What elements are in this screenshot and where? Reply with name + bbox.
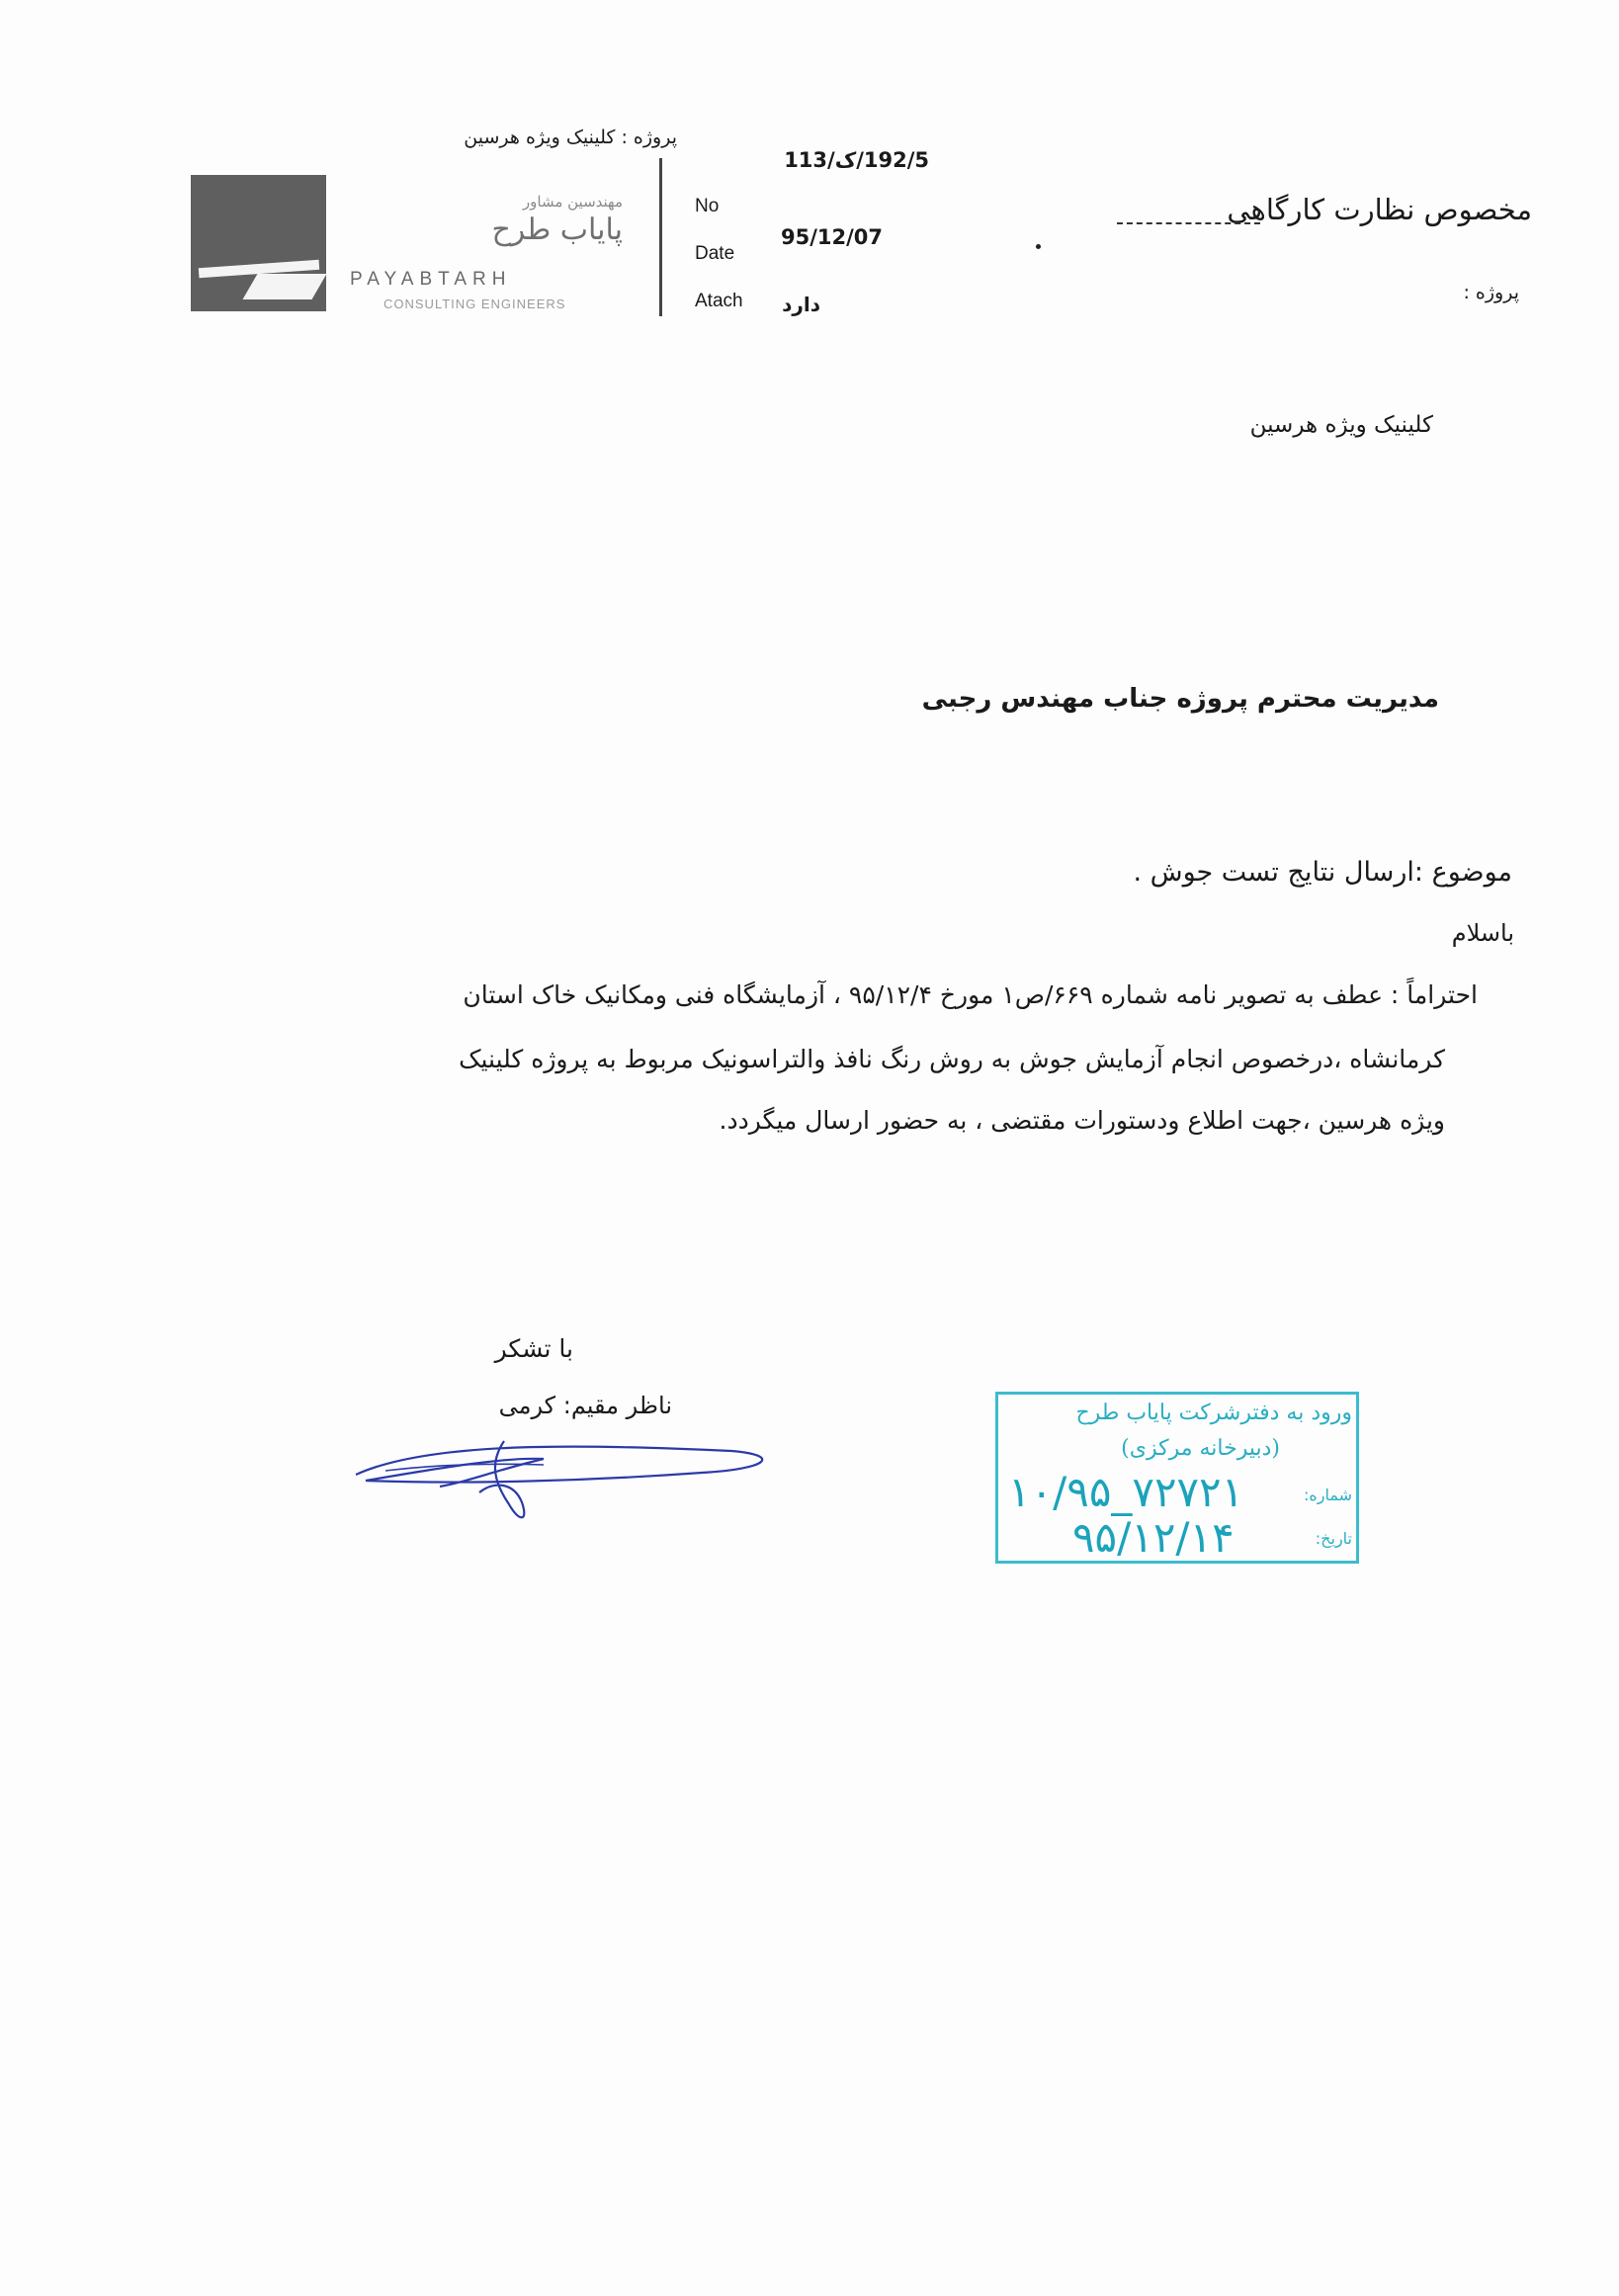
- body-line-3: ویژه هرسین ،جهت اطلاع ودستورات مقتضی ، به حضور ارسال میگردد.: [719, 1106, 1445, 1135]
- subject-line: موضوع :ارسال نتایج تست جوش .: [1133, 857, 1512, 888]
- header-project-line: پروژه : کلینیک ویژه هرسین: [464, 127, 677, 148]
- stamp-number-value: ۱۰/۹۵_۷۲۷۲۱: [1008, 1468, 1244, 1516]
- project-label: پروژه :: [1463, 282, 1519, 303]
- supervision-title: مخصوص نظارت کارگاهی: [1227, 193, 1532, 226]
- company-name-fa: پایاب طرح: [491, 213, 623, 247]
- recipient-line: مدیریت محترم پروژه جناب مهندس رجبی: [921, 684, 1439, 714]
- body-line-1: احتراماً : عطف به تصویر نامه شماره ۶۶۹/ص۱ مورخ ۹۵/۱۲/۴ ، آزمایشگاه فنی ومکانیک خاک استان: [463, 980, 1478, 1009]
- clinic-name: کلینیک ویژه هرسین: [1249, 412, 1433, 438]
- company-name-en: PAYABTARH: [350, 269, 512, 290]
- logo-stripe-lower: [242, 274, 326, 299]
- header-divider: [659, 158, 662, 316]
- receipt-stamp: [995, 1392, 1359, 1564]
- attachment-value: دارد: [782, 293, 820, 316]
- stamp-date-value: ۹۵/۱۲/۱۴: [1072, 1513, 1235, 1562]
- stamp-date-label: تاریخ:: [1315, 1529, 1352, 1548]
- body-line-2: کرمانشاه ،درخصوص انجام آزمایش جوش به روش رنگ نافذ والتراسونیک مربوط به پروژه کلینیک: [459, 1045, 1445, 1073]
- company-subtitle-en: CONSULTING ENGINEERS: [383, 297, 566, 311]
- attach-label: Atach: [695, 291, 743, 311]
- letter-date: 95/12/07: [781, 225, 884, 249]
- stamp-number-label: شماره:: [1303, 1486, 1352, 1504]
- separator-dot: [1036, 244, 1041, 249]
- date-label: Date: [695, 243, 735, 264]
- stamp-subtitle: (دبیرخانه مرکزی): [1121, 1436, 1280, 1461]
- company-logo: [191, 175, 326, 311]
- no-label: No: [695, 196, 720, 216]
- handwritten-signature: [346, 1423, 791, 1532]
- greeting: باسلام: [1451, 919, 1514, 947]
- supervision-underline: [1117, 222, 1260, 224]
- company-consulting-fa: مهندسین مشاور: [522, 193, 623, 211]
- letter-number: 192/5/ک/113: [784, 148, 929, 172]
- inspector-name: ناظر مقیم: کرمی: [498, 1392, 672, 1419]
- stamp-title: ورود به دفترشرکت پایاب طرح: [1075, 1401, 1352, 1425]
- closing-thanks: با تشکر: [494, 1334, 573, 1363]
